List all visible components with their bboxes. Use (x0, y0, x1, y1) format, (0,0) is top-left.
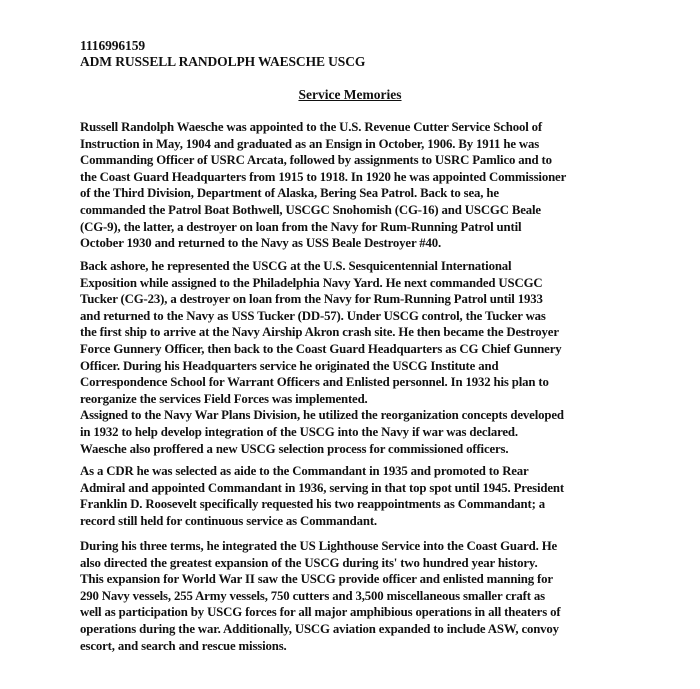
text-line: and returned to the Navy as USS Tucker (DD-57). Under USCG control, the Tucker was (80, 308, 546, 323)
text-line: Exposition while assigned to the Philadelphia Navy Yard. He next commanded USCGC (80, 275, 543, 290)
text-line: the first ship to arrive at the Navy Airship Akron crash site. He then became the Destroyer (80, 325, 559, 340)
text-line: reorganize the services Field Forces was implemented. (80, 391, 368, 406)
paragraph-4 (80, 538, 670, 654)
document-id: 1116996159 (80, 38, 146, 53)
text-line: Admiral and appointed Commandant in 1936, serving in that top spot until 1945. President (80, 480, 564, 495)
text-line: Commanding Officer of USRC Arcata, followed by assignments to USRC Pamlico and to (80, 153, 552, 168)
text-line: Russell Randolph Waesche was appointed to the U.S. Revenue Cutter Service School of (80, 120, 543, 134)
text-line: 290 Navy vessels, 255 Army vessels, 750 cutters and 3,500 miscellaneous smaller craft as (80, 588, 545, 603)
text-line: the Coast Guard Headquarters from 1915 to 1918. In 1920 he was appointed Commissioner (80, 169, 567, 184)
text-line: Instruction in May, 1904 and graduated as an Ensign in October, 1906. By 1911 he was (80, 136, 540, 151)
document-name: ADM RUSSELL RANDOLPH WAESCHE USCG (80, 54, 366, 69)
text-line: Officer. During his Headquarters service he originated the USCG Institute and (80, 358, 499, 373)
paragraph-1 (80, 119, 670, 252)
text-line: Correspondence School for Warrant Officers and Enlisted personnel. In 1932 his plan to (80, 375, 549, 390)
text-line: (CG-9), the latter, a destroyer on loan from the Navy for Rum-Running Patrol until (80, 219, 522, 234)
text-line: As a CDR he was selected as aide to the Commandant in 1935 and promoted to Rear (80, 464, 529, 478)
text-line: October 1930 and returned to the Navy as USS Beale Destroyer #40. (80, 236, 442, 251)
text-line: record still held for continuous service as Commandant. (80, 513, 377, 528)
text-line: During his three terms, he integrated the US Lighthouse Service into the Coast Guard. He (80, 539, 558, 553)
document-title: Service Memories (298, 87, 402, 102)
paragraph-3 (80, 463, 670, 529)
text-line: operations during the war. Additionally, USCG aviation expanded to include ASW, convoy (80, 621, 559, 636)
text-line: commanded the Patrol Boat Bothwell, USCGC Snohomish (CG-16) and USCGC Beale (80, 202, 541, 217)
text-line: Force Gunnery Officer, then back to the Coast Guard Headquarters as CG Chief Gunnery (80, 341, 562, 356)
text-line: of the Third Division, Department of Alaska, Bering Sea Patrol. Back to sea, he (80, 186, 499, 201)
text-line: in 1932 to help develop integration of the USCG into the Navy if war was declared. (80, 424, 518, 439)
text-line: Waesche also proffered a new USCG selection process for commissioned officers. (80, 441, 509, 456)
text-line: Tucker (CG-23), a destroyer on loan from the Navy for Rum-Running Patrol until 1933 (80, 292, 543, 307)
text-line: Back ashore, he represented the USCG at the U.S. Sesquicentennial International (80, 259, 512, 273)
text-line: escort, and search and rescue missions. (80, 638, 287, 653)
paragraph-2 (80, 258, 670, 457)
text-line: Assigned to the Navy War Plans Division, he utilized the reorganization concepts developed (80, 408, 564, 423)
text-line: This expansion for World War II saw the USCG provide officer and enlisted manning for (80, 572, 553, 587)
text-line: also directed the greatest expansion of the USCG during its' two hundred year history. (80, 555, 538, 570)
text-line: Franklin D. Roosevelt specifically requested his two reappointments as Commandant; a (80, 497, 546, 512)
text-line: well as participation by USCG forces for all major amphibious operations in all theaters of (80, 605, 561, 620)
